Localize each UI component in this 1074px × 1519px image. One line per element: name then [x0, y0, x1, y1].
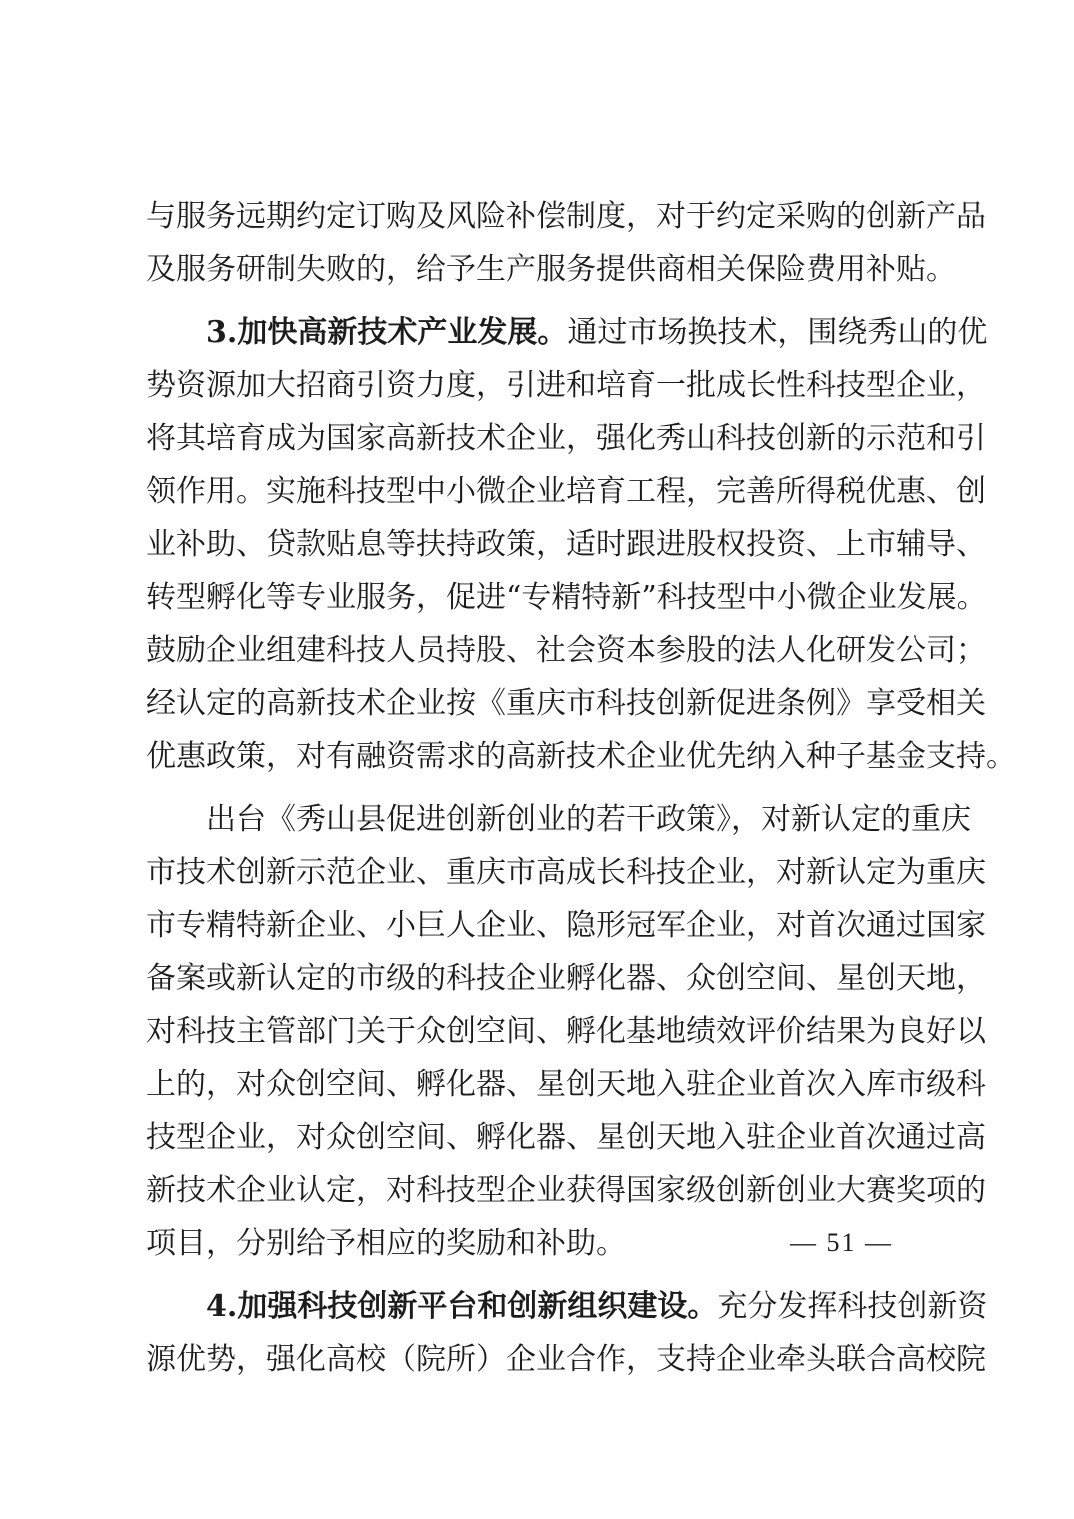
- text-line: 项目，分别给予相应的奖励和补助。: [146, 1226, 626, 1261]
- page-number: — 51 —: [790, 1228, 893, 1257]
- text-line: 新技术企业认定，对科技型企业获得国家级创新创业大赛奖项的: [146, 1173, 986, 1208]
- text-line: 与服务远期约定订购及风险补偿制度，对于约定采购的创新产品: [146, 199, 986, 234]
- text-line: 及服务研制失败的，给予生产服务提供商相关保险费用补贴。: [146, 252, 956, 287]
- text-line: 市专精特新企业、小巨人企业、隐形冠军企业，对首次通过国家: [146, 908, 986, 943]
- text-line: 领作用。实施科技型中小微企业培育工程，完善所得税优惠、创: [146, 474, 986, 509]
- text-line: 转型孵化等专业服务，促进“专精特新”科技型中小微企业发展。: [146, 580, 987, 615]
- text-line: 技型企业，对众创空间、孵化器、星创天地入驻企业首次通过高: [146, 1120, 986, 1155]
- paragraph-first-line: [146, 1280, 988, 1333]
- text-line: 势资源加大招商引资力度，引进和培育一批成长性科技型企业，: [146, 368, 986, 403]
- document-body: [146, 190, 1016, 1386]
- text-line: 经认定的高新技术企业按《重庆市科技创新促进条例》享受相关: [146, 686, 986, 721]
- section-heading: 3.加快高新技术产业发展。: [206, 315, 568, 350]
- paragraph-gap: [146, 296, 946, 306]
- text-line: 上的，对众创空间、孵化器、星创天地入驻企业首次入库市级科: [146, 1067, 986, 1102]
- heading-continuation: 充分发挥科技创新资: [717, 1289, 988, 1324]
- paragraph-first-line: 出台《秀山县促进创新创业的若干政策》，对新认定的重庆: [206, 802, 971, 837]
- text-line: 业补助、贷款贴息等扶持政策，适时跟进股权投资、上市辅导、: [146, 527, 986, 562]
- paragraph-first-line: [146, 306, 988, 359]
- paragraph-gap: [146, 783, 946, 793]
- paragraph-gap: [146, 1270, 946, 1280]
- heading-continuation: 通过市场换技术，围绕秀山的优: [567, 315, 988, 350]
- text-line: 将其培育成为国家高新技术企业，强化秀山科技创新的示范和引: [146, 421, 986, 456]
- text-line: 对科技主管部门关于众创空间、孵化基地绩效评价结果为良好以: [146, 1014, 986, 1049]
- text-line: 备案或新认定的市级的科技企业孵化器、众创空间、星创天地，: [146, 961, 986, 996]
- text-line: 市技术创新示范企业、重庆市高成长科技企业，对新认定为重庆: [146, 855, 986, 890]
- text-line: 优惠政策，对有融资需求的高新技术企业优先纳入种子基金支持。: [146, 739, 1016, 774]
- section-heading: 4.加强科技创新平台和创新组织建设。: [206, 1289, 718, 1324]
- text-line: 鼓励企业组建科技人员持股、社会资本参股的法人化研发公司；: [146, 633, 986, 668]
- text-line: 源优势，强化高校（院所）企业合作，支持企业牵头联合高校院: [146, 1342, 986, 1377]
